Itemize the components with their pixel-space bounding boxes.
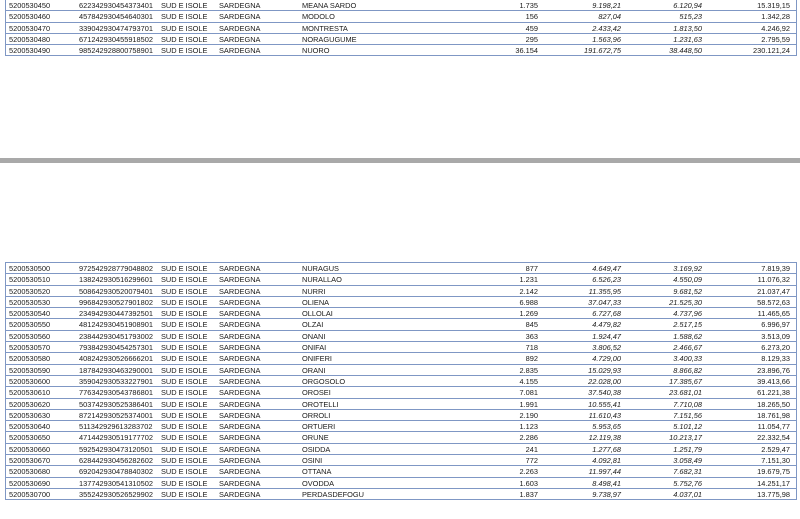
- cell-comune: MEANA SARDO: [302, 1, 357, 10]
- table-row: [6, 34, 796, 45]
- cell-total: 7.151,30: [761, 456, 790, 466]
- cell-value-2: 1.813,50: [673, 23, 702, 33]
- cell-population: 7.081: [519, 388, 538, 398]
- cell-value-2: 7.151,56: [673, 410, 702, 420]
- cell-region: SARDEGNA: [219, 34, 261, 44]
- cell-total: 15.319,15: [757, 1, 790, 10]
- cell-value-2: 1.251,79: [673, 444, 702, 454]
- cell-area: SUD E ISOLE: [161, 354, 208, 364]
- cell-area: SUD E ISOLE: [161, 376, 208, 386]
- cell-total: 4.246,92: [761, 23, 790, 33]
- cell-total: 19.679,75: [757, 467, 790, 477]
- cell-value-1: 37.047,33: [588, 297, 621, 307]
- cell-comune: OSINI: [302, 456, 323, 466]
- cell-value-1: 37.540,38: [588, 388, 621, 398]
- table-row: [6, 319, 796, 330]
- cell-code: 5200530700: [9, 489, 51, 499]
- cell-total: 18.265,50: [757, 399, 790, 409]
- cell-code: 5200530680: [9, 467, 51, 477]
- cell-code: 5200530630: [9, 410, 51, 420]
- table-row: [6, 0, 796, 11]
- cell-population: 6.988: [519, 297, 538, 307]
- cell-population: 36.154: [515, 46, 538, 56]
- cell-id: 137742930541310502: [79, 478, 153, 488]
- bottom-table: [5, 262, 797, 500]
- table-row: [6, 432, 796, 443]
- cell-id: 503742930525386401: [79, 399, 153, 409]
- cell-code: 5200530610: [9, 388, 51, 398]
- cell-area: SUD E ISOLE: [161, 422, 208, 432]
- cell-population: 459: [525, 23, 538, 33]
- cell-comune: NURRI: [302, 286, 326, 296]
- cell-region: SARDEGNA: [219, 331, 261, 341]
- cell-code: 5200530570: [9, 343, 51, 353]
- cell-value-1: 4.092,81: [592, 456, 621, 466]
- cell-id: 511342929613283702: [79, 422, 153, 432]
- cell-code: 5200530580: [9, 354, 51, 364]
- cell-comune: OROSEI: [302, 388, 331, 398]
- table-row: [6, 274, 796, 285]
- cell-region: SARDEGNA: [219, 286, 261, 296]
- cell-id: 471442930519177702: [79, 433, 153, 443]
- cell-id: 359042930533227901: [79, 376, 153, 386]
- table-row: [6, 308, 796, 319]
- cell-total: 2.795,59: [761, 34, 790, 44]
- cell-code: 5200530670: [9, 456, 51, 466]
- cell-population: 845: [525, 320, 538, 330]
- cell-value-1: 11.355,95: [588, 286, 621, 296]
- cell-population: 4.155: [519, 376, 538, 386]
- cell-value-1: 4.479,82: [592, 320, 621, 330]
- cell-value-2: 7.710,08: [673, 399, 702, 409]
- cell-area: SUD E ISOLE: [161, 297, 208, 307]
- cell-value-1: 2.433,42: [592, 23, 621, 33]
- cell-area: SUD E ISOLE: [161, 1, 208, 10]
- cell-code: 5200530690: [9, 478, 51, 488]
- cell-area: SUD E ISOLE: [161, 399, 208, 409]
- table-row: [6, 11, 796, 22]
- cell-population: 295: [525, 34, 538, 44]
- cell-value-1: 11.997,44: [588, 467, 621, 477]
- cell-value-1: 3.806,52: [592, 343, 621, 353]
- table-row: [6, 489, 796, 500]
- cell-population: 241: [525, 444, 538, 454]
- cell-total: 230.121,24: [753, 46, 790, 56]
- cell-comune: ONIFERI: [302, 354, 332, 364]
- cell-population: 1.603: [519, 478, 538, 488]
- cell-id: 776342930543786801: [79, 388, 153, 398]
- cell-id: 408242930526666201: [79, 354, 153, 364]
- cell-area: SUD E ISOLE: [161, 23, 208, 33]
- cell-population: 363: [525, 331, 538, 341]
- cell-area: SUD E ISOLE: [161, 365, 208, 375]
- table-row: [6, 365, 796, 376]
- cell-population: 2.263: [519, 467, 538, 477]
- table-row: [6, 376, 796, 387]
- cell-code: 5200530500: [9, 264, 51, 273]
- cell-area: SUD E ISOLE: [161, 12, 208, 22]
- cell-code: 5200530650: [9, 433, 51, 443]
- cell-area: SUD E ISOLE: [161, 456, 208, 466]
- cell-area: SUD E ISOLE: [161, 320, 208, 330]
- cell-region: SARDEGNA: [219, 467, 261, 477]
- cell-value-2: 17.385,67: [669, 376, 702, 386]
- cell-region: SARDEGNA: [219, 489, 261, 499]
- cell-comune: ONIFAI: [302, 343, 327, 353]
- cell-value-2: 3.400,33: [673, 354, 702, 364]
- cell-region: SARDEGNA: [219, 410, 261, 420]
- cell-comune: MODOLO: [302, 12, 335, 22]
- cell-population: 1.991: [519, 399, 538, 409]
- table-row: [6, 297, 796, 308]
- cell-comune: OROTELLI: [302, 399, 339, 409]
- cell-value-2: 3.058,49: [673, 456, 702, 466]
- cell-value-2: 2.466,67: [673, 343, 702, 353]
- table-row: [6, 331, 796, 342]
- cell-code: 5200530510: [9, 275, 51, 285]
- cell-region: SARDEGNA: [219, 365, 261, 375]
- cell-population: 1.735: [519, 1, 538, 10]
- cell-region: SARDEGNA: [219, 422, 261, 432]
- cell-area: SUD E ISOLE: [161, 410, 208, 420]
- table-row: [6, 421, 796, 432]
- cell-code: 5200530660: [9, 444, 51, 454]
- cell-code: 5200530620: [9, 399, 51, 409]
- cell-population: 892: [525, 354, 538, 364]
- cell-value-2: 515,23: [679, 12, 702, 22]
- cell-comune: OVODDA: [302, 478, 335, 488]
- table-row: [6, 478, 796, 489]
- cell-value-1: 191.672,75: [584, 46, 621, 56]
- cell-value-2: 1.588,62: [673, 331, 702, 341]
- cell-value-1: 10.555,41: [588, 399, 621, 409]
- cell-total: 39.413,66: [757, 376, 790, 386]
- table-row: [6, 353, 796, 364]
- table-row: [6, 455, 796, 466]
- cell-population: 877: [525, 264, 538, 273]
- cell-area: SUD E ISOLE: [161, 286, 208, 296]
- cell-population: 718: [525, 343, 538, 353]
- cell-comune: OLIENA: [302, 297, 330, 307]
- cell-id: 622342930454373401: [79, 1, 153, 10]
- cell-value-2: 5.101,12: [673, 422, 702, 432]
- cell-comune: ORUNE: [302, 433, 329, 443]
- page-divider: [0, 158, 800, 163]
- cell-comune: ORROLI: [302, 410, 331, 420]
- cell-total: 8.129,33: [761, 354, 790, 364]
- cell-id: 872142930525374001: [79, 410, 153, 420]
- cell-total: 11.465,65: [757, 309, 790, 319]
- cell-value-1: 12.119,38: [588, 433, 621, 443]
- cell-region: SARDEGNA: [219, 399, 261, 409]
- cell-area: SUD E ISOLE: [161, 331, 208, 341]
- table-row: [6, 410, 796, 421]
- cell-id: 339042930474793701: [79, 23, 153, 33]
- cell-population: 2.835: [519, 365, 538, 375]
- cell-region: SARDEGNA: [219, 46, 261, 56]
- cell-code: 5200530460: [9, 12, 51, 22]
- cell-region: SARDEGNA: [219, 433, 261, 443]
- cell-region: SARDEGNA: [219, 456, 261, 466]
- cell-region: SARDEGNA: [219, 343, 261, 353]
- cell-id: 457842930454640301: [79, 12, 153, 22]
- cell-value-1: 6.727,68: [592, 309, 621, 319]
- top-table: [5, 0, 797, 56]
- table-row: [6, 466, 796, 477]
- cell-code: 5200530520: [9, 286, 51, 296]
- cell-population: 1.231: [519, 275, 538, 285]
- cell-code: 5200530640: [9, 422, 51, 432]
- cell-region: SARDEGNA: [219, 320, 261, 330]
- cell-comune: OTTANA: [302, 467, 332, 477]
- cell-area: SUD E ISOLE: [161, 433, 208, 443]
- cell-population: 1.269: [519, 309, 538, 319]
- cell-comune: OSIDDA: [302, 444, 331, 454]
- cell-region: SARDEGNA: [219, 1, 261, 10]
- cell-region: SARDEGNA: [219, 354, 261, 364]
- cell-population: 2.142: [519, 286, 538, 296]
- cell-code: 5200530600: [9, 376, 51, 386]
- cell-total: 22.332,54: [757, 433, 790, 443]
- table-row: [6, 342, 796, 353]
- cell-id: 972542928779048802: [79, 264, 153, 273]
- cell-comune: NURALLAO: [302, 275, 342, 285]
- cell-value-1: 9.198,21: [592, 1, 621, 10]
- cell-value-1: 827,04: [598, 12, 621, 22]
- cell-area: SUD E ISOLE: [161, 343, 208, 353]
- cell-comune: ORTUERI: [302, 422, 336, 432]
- cell-total: 23.896,76: [757, 365, 790, 375]
- cell-total: 61.221,38: [757, 388, 790, 398]
- cell-value-2: 23.681,01: [669, 388, 702, 398]
- cell-comune: PERDASDEFOGU: [302, 489, 365, 499]
- cell-value-2: 3.169,92: [673, 264, 702, 273]
- cell-id: 355242930526529902: [79, 489, 153, 499]
- table-row: [6, 399, 796, 410]
- cell-region: SARDEGNA: [219, 388, 261, 398]
- cell-area: SUD E ISOLE: [161, 309, 208, 319]
- cell-comune: OLLOLAI: [302, 309, 333, 319]
- cell-total: 18.761,98: [757, 410, 790, 420]
- cell-value-1: 4.729,00: [592, 354, 621, 364]
- cell-value-1: 11.610,43: [588, 410, 621, 420]
- cell-value-2: 8.866,82: [673, 365, 702, 375]
- cell-area: SUD E ISOLE: [161, 388, 208, 398]
- cell-value-2: 10.213,17: [669, 433, 702, 443]
- cell-comune: ONANI: [302, 331, 326, 341]
- cell-id: 238442930451793002: [79, 331, 153, 341]
- cell-code: 5200530490: [9, 46, 51, 56]
- cell-region: SARDEGNA: [219, 297, 261, 307]
- cell-id: 985242928800758901: [79, 46, 153, 56]
- cell-code: 5200530450: [9, 1, 51, 10]
- cell-total: 2.529,47: [761, 444, 790, 454]
- cell-id: 996842930527901802: [79, 297, 153, 307]
- cell-area: SUD E ISOLE: [161, 467, 208, 477]
- cell-value-2: 4.737,96: [673, 309, 702, 319]
- cell-population: 2.190: [519, 410, 538, 420]
- cell-area: SUD E ISOLE: [161, 275, 208, 285]
- cell-comune: OLZAI: [302, 320, 324, 330]
- cell-area: SUD E ISOLE: [161, 34, 208, 44]
- cell-value-2: 21.525,30: [669, 297, 702, 307]
- cell-value-2: 4.037,01: [673, 489, 702, 499]
- cell-region: SARDEGNA: [219, 264, 261, 273]
- cell-total: 3.513,09: [761, 331, 790, 341]
- cell-id: 793842930454257301: [79, 343, 153, 353]
- cell-value-1: 22.028,00: [588, 376, 621, 386]
- table-row: [6, 263, 796, 274]
- cell-area: SUD E ISOLE: [161, 264, 208, 273]
- cell-comune: ORANI: [302, 365, 326, 375]
- cell-value-1: 8.498,41: [592, 478, 621, 488]
- cell-region: SARDEGNA: [219, 309, 261, 319]
- cell-region: SARDEGNA: [219, 376, 261, 386]
- table-row: [6, 286, 796, 297]
- cell-id: 508642930520079401: [79, 286, 153, 296]
- table-row: [6, 387, 796, 398]
- cell-value-1: 1.563,96: [592, 34, 621, 44]
- cell-value-1: 5.953,65: [592, 422, 621, 432]
- cell-region: SARDEGNA: [219, 444, 261, 454]
- cell-id: 138242930516299601: [79, 275, 153, 285]
- cell-region: SARDEGNA: [219, 275, 261, 285]
- cell-code: 5200530590: [9, 365, 51, 375]
- cell-total: 14.251,17: [757, 478, 790, 488]
- cell-id: 628442930456282602: [79, 456, 153, 466]
- cell-total: 21.037,47: [757, 286, 790, 296]
- cell-comune: MONTRESTA: [302, 23, 348, 33]
- cell-id: 234942930447392501: [79, 309, 153, 319]
- cell-region: SARDEGNA: [219, 12, 261, 22]
- cell-id: 187842930463290001: [79, 365, 153, 375]
- cell-total: 11.076,32: [757, 275, 790, 285]
- cell-total: 13.775,98: [757, 489, 790, 499]
- cell-value-2: 9.681,52: [673, 286, 702, 296]
- cell-value-1: 1.277,68: [592, 444, 621, 454]
- cell-region: SARDEGNA: [219, 478, 261, 488]
- cell-population: 1.837: [519, 489, 538, 499]
- table-row: [6, 23, 796, 34]
- cell-total: 1.342,28: [761, 12, 790, 22]
- cell-value-1: 9.738,97: [592, 489, 621, 499]
- cell-population: 156: [525, 12, 538, 22]
- cell-population: 1.123: [519, 422, 538, 432]
- cell-value-2: 38.448,50: [669, 46, 702, 56]
- cell-code: 5200530560: [9, 331, 51, 341]
- cell-area: SUD E ISOLE: [161, 478, 208, 488]
- cell-value-2: 2.517,15: [673, 320, 702, 330]
- cell-comune: ORGOSOLO: [302, 376, 346, 386]
- cell-population: 772: [525, 456, 538, 466]
- cell-value-2: 6.120,94: [673, 1, 702, 10]
- cell-comune: NURAGUS: [302, 264, 339, 273]
- cell-population: 2.286: [519, 433, 538, 443]
- cell-total: 6.996,97: [761, 320, 790, 330]
- cell-id: 671242930455918502: [79, 34, 153, 44]
- cell-id: 592542930473120501: [79, 444, 153, 454]
- cell-total: 7.819,39: [761, 264, 790, 273]
- cell-total: 58.572,63: [757, 297, 790, 307]
- cell-code: 5200530480: [9, 34, 51, 44]
- cell-total: 6.273,20: [761, 343, 790, 353]
- cell-id: 692042930478840302: [79, 467, 153, 477]
- cell-area: SUD E ISOLE: [161, 444, 208, 454]
- cell-value-1: 4.649,47: [592, 264, 621, 273]
- cell-total: 11.054,77: [757, 422, 790, 432]
- cell-area: SUD E ISOLE: [161, 46, 208, 56]
- cell-code: 5200530540: [9, 309, 51, 319]
- cell-code: 5200530550: [9, 320, 51, 330]
- table-row: [6, 444, 796, 455]
- cell-comune: NORAGUGUME: [302, 34, 357, 44]
- cell-value-2: 4.550,09: [673, 275, 702, 285]
- cell-region: SARDEGNA: [219, 23, 261, 33]
- cell-id: 481242930451908901: [79, 320, 153, 330]
- cell-value-1: 1.924,47: [592, 331, 621, 341]
- cell-area: SUD E ISOLE: [161, 489, 208, 499]
- cell-value-1: 6.526,23: [592, 275, 621, 285]
- cell-value-1: 15.029,93: [588, 365, 621, 375]
- cell-code: 5200530530: [9, 297, 51, 307]
- cell-value-2: 5.752,76: [673, 478, 702, 488]
- cell-comune: NUORO: [302, 46, 330, 56]
- table-row: [6, 45, 796, 56]
- cell-value-2: 7.682,31: [673, 467, 702, 477]
- cell-code: 5200530470: [9, 23, 51, 33]
- cell-value-2: 1.231,63: [673, 34, 702, 44]
